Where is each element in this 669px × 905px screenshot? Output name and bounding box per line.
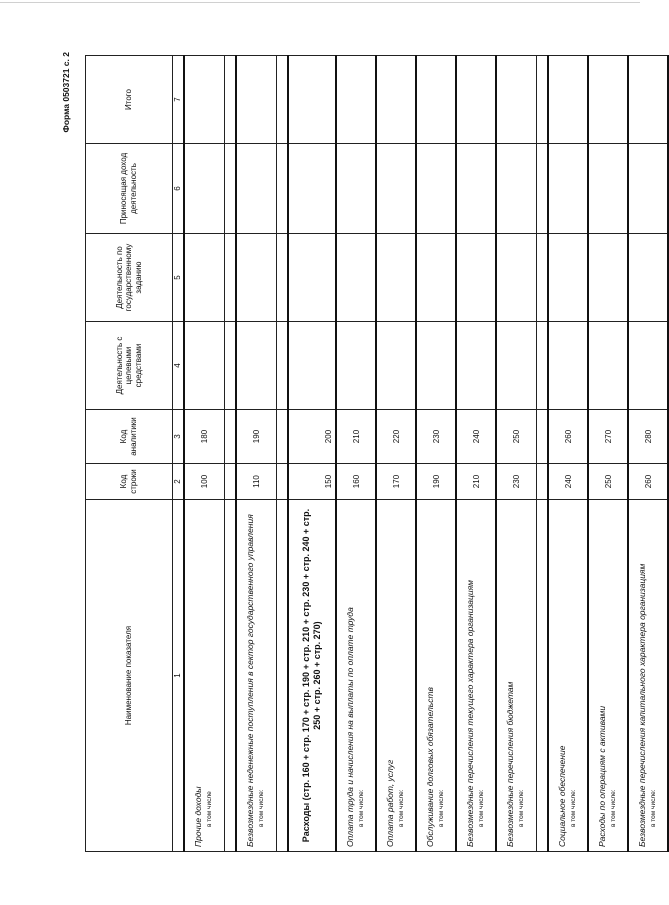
value-cell[interactable] [184, 322, 224, 410]
row-name: Прочие доходы [193, 786, 204, 847]
table-row [336, 56, 376, 852]
page-top-edge [0, 2, 640, 3]
line-code: 240 [548, 464, 588, 500]
header-income-activity: Приносящая доход деятельность [86, 144, 173, 234]
value-cell[interactable] [588, 144, 628, 234]
row-name: Социальное обеспечение [557, 745, 567, 847]
line-code: 260 [628, 464, 668, 500]
form-code: Форма 0503721 с. 2 [61, 52, 71, 133]
row-subtitle: в том числе: [478, 789, 485, 827]
row-name: Безвозмездные неденежные поступления в сектор государственного управления [245, 514, 256, 847]
row-name: Обслуживание долговых обязательств [425, 687, 435, 847]
value-cell[interactable] [288, 234, 336, 322]
value-cell[interactable] [376, 56, 416, 144]
line-code: 160 [336, 464, 376, 500]
value-cell[interactable] [236, 56, 276, 144]
row-name-cell [628, 500, 668, 852]
row-name-cell [496, 500, 536, 852]
value-cell[interactable] [496, 234, 536, 322]
column-number: 5 [173, 234, 185, 322]
table-row [496, 56, 536, 852]
row-name: Оплата труда и начисления на выплаты по оплате труда [345, 607, 355, 847]
analytics-code: 280 [628, 410, 668, 464]
value-cell[interactable] [496, 144, 536, 234]
value-cell[interactable] [184, 234, 224, 322]
value-cell[interactable] [336, 144, 376, 234]
table-row [588, 56, 628, 852]
column-number: 6 [173, 144, 185, 234]
value-cell[interactable] [548, 322, 588, 410]
value-cell[interactable] [416, 56, 456, 144]
value-cell[interactable] [416, 144, 456, 234]
row-name-cell [184, 500, 224, 852]
value-cell[interactable] [336, 322, 376, 410]
table-row [376, 56, 416, 852]
row-name-cell [236, 500, 276, 852]
table-row [536, 56, 548, 852]
value-cell[interactable] [548, 144, 588, 234]
value-cell[interactable] [336, 56, 376, 144]
report-table [85, 55, 669, 852]
value-cell[interactable] [588, 56, 628, 144]
row-name-cell [336, 500, 376, 852]
value-cell[interactable] [376, 322, 416, 410]
analytics-code: 250 [496, 410, 536, 464]
header-state-task: Деятельность по государственному заданию [86, 234, 173, 322]
value-cell[interactable] [456, 322, 496, 410]
table-row [416, 56, 456, 852]
line-code: 170 [376, 464, 416, 500]
table-row [548, 56, 588, 852]
table-row [456, 56, 496, 852]
expenses-label: Расходы [301, 802, 311, 843]
row-name-cell [416, 500, 456, 852]
analytics-code: 270 [588, 410, 628, 464]
value-cell[interactable] [376, 234, 416, 322]
analytics-code: 200 [288, 410, 336, 464]
row-name: Безвозмездные перечисления капитального характера организациям [637, 563, 647, 847]
analytics-code: 190 [236, 410, 276, 464]
line-code: 110 [236, 464, 276, 500]
row-name-total [288, 500, 336, 852]
header-total: Итого [86, 56, 173, 144]
line-code: 190 [416, 464, 456, 500]
row-subtitle: в том числе: [570, 789, 577, 827]
table-row [236, 56, 276, 852]
row-subtitle: в том числе [206, 791, 214, 827]
row-name-cell [588, 500, 628, 852]
value-cell[interactable] [376, 144, 416, 234]
value-cell[interactable] [236, 144, 276, 234]
analytics-code: 260 [548, 410, 588, 464]
column-number: 3 [173, 410, 185, 464]
analytics-code: 230 [416, 410, 456, 464]
value-cell[interactable] [236, 322, 276, 410]
row-subtitle: в том числе: [518, 789, 526, 827]
value-cell[interactable] [456, 56, 496, 144]
row-name-cell [456, 500, 496, 852]
value-cell[interactable] [456, 234, 496, 322]
column-number: 2 [173, 464, 185, 500]
line-code: 210 [456, 464, 496, 500]
row-name: Оплата работ, услуг [385, 759, 395, 847]
value-cell[interactable] [336, 234, 376, 322]
row-subtitle: в том числе: [358, 789, 365, 827]
value-cell[interactable] [288, 56, 336, 144]
row-name-cell [376, 500, 416, 852]
value-cell[interactable] [548, 56, 588, 144]
row-name: Безвозмездные перечисления текущего характера организациям [465, 580, 475, 847]
value-cell[interactable] [288, 322, 336, 410]
column-number: 1 [173, 500, 185, 852]
row-subtitle: в том числе: [438, 789, 445, 827]
row-subtitle: в том числе: [398, 789, 405, 827]
row-name: Безвозмездные перечисления бюджетам [505, 681, 516, 847]
value-cell[interactable] [628, 322, 668, 410]
line-code: 100 [184, 464, 224, 500]
value-cell[interactable] [416, 234, 456, 322]
row-name-cell [548, 500, 588, 852]
value-cell[interactable] [628, 56, 668, 144]
value-cell[interactable] [496, 322, 536, 410]
row-name: Расходы по операциям с активами [597, 705, 607, 847]
header-name: Наименование показателя [86, 500, 173, 852]
value-cell[interactable] [416, 322, 456, 410]
value-cell[interactable] [588, 234, 628, 322]
value-cell[interactable] [184, 56, 224, 144]
analytics-code: 220 [376, 410, 416, 464]
column-number: 7 [173, 56, 185, 144]
row-subtitle: в том числе: [650, 789, 657, 827]
table-row [276, 56, 288, 852]
table-row [628, 56, 668, 852]
analytics-code: 180 [184, 410, 224, 464]
value-cell[interactable] [184, 144, 224, 234]
expenses-formula: (стр. 160 + стр. 170 + стр. 190 + стр. 210 + стр. 230 + стр. 240 + стр. 250 + стр. 260 + стр. 270) [301, 508, 322, 803]
table-row [224, 56, 236, 852]
value-cell[interactable] [628, 144, 668, 234]
value-cell[interactable] [548, 234, 588, 322]
header-line-code: Код строки [86, 464, 173, 500]
table-row [184, 56, 224, 852]
line-code: 150 [288, 464, 336, 500]
line-code: 250 [588, 464, 628, 500]
value-cell[interactable] [236, 234, 276, 322]
line-code: 230 [496, 464, 536, 500]
header-analytics-code: Код аналитики [86, 410, 173, 464]
rotated-form-page [51, 42, 657, 852]
column-number: 4 [173, 322, 185, 410]
value-cell[interactable] [288, 144, 336, 234]
value-cell[interactable] [588, 322, 628, 410]
table-row [288, 56, 336, 852]
row-subtitle: в том числе: [610, 789, 617, 827]
row-subtitle: в том числе: [258, 789, 266, 827]
value-cell[interactable] [496, 56, 536, 144]
value-cell[interactable] [456, 144, 496, 234]
analytics-code: 210 [336, 410, 376, 464]
value-cell[interactable] [628, 234, 668, 322]
header-targeted-funds: Деятельность с целевыми средствами [86, 322, 173, 410]
analytics-code: 240 [456, 410, 496, 464]
